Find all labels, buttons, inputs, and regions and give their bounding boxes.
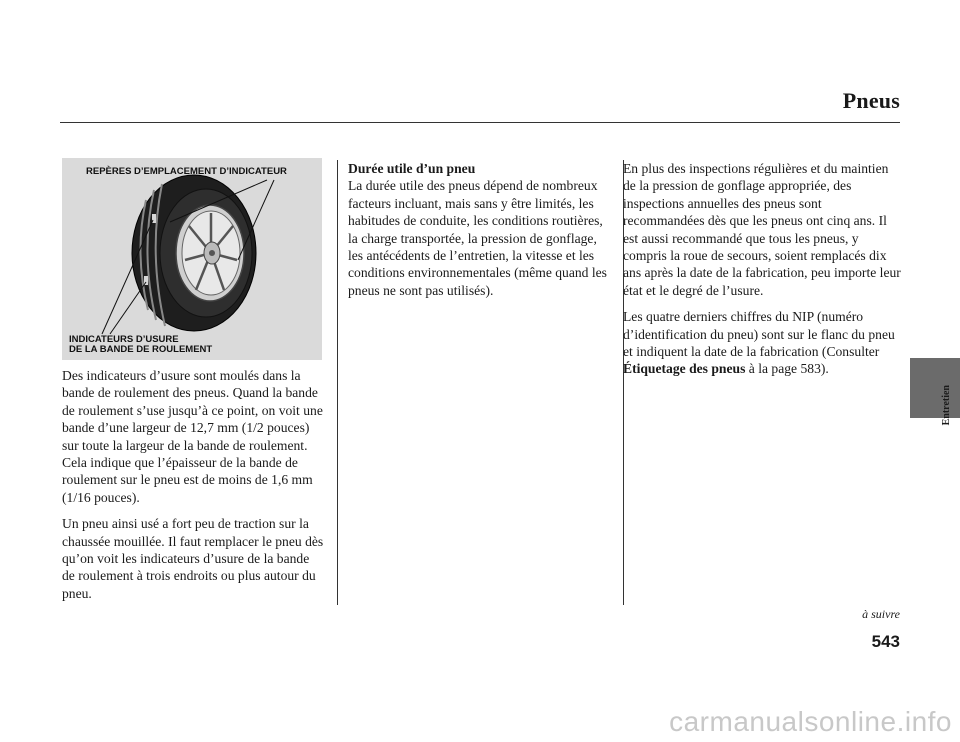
paragraph — [623, 308, 901, 378]
chapter-tab — [910, 358, 960, 418]
wear-indicator-label-line2: DE LA BANDE DE ROULEMENT — [69, 344, 213, 355]
paragraph-text: La durée utile des pneus dépend de nombreux facteurs incluant, mais sans y être limités, les habitudes de conduite, les conditions routières, la charge transportée, la pression de gonflage, les antécédents de l’entretien, la vitesse et les conditions environnementales (même quand les pneus ne sont pas utilisés). — [348, 178, 607, 298]
paragraph: Des indicateurs d’usure sont moulés dans la bande de roulement des pneus. Quand la bande de roulement s’use jusqu’à ce point, on voit une bande d’une largeur de 12,7 mm (1/2 pouces) sur toute la largeur de la bande de roulement. Cela indique que l’épaisseur de la bande de roulement sur le pneu est de moins de 1,6 mm (1/16 pouces). — [62, 368, 323, 505]
column-3 — [623, 160, 901, 387]
wheel-hub-center — [209, 250, 215, 256]
column-1 — [62, 367, 325, 611]
indicator-location-label: REPÈRES D’EMPLACEMENT D’INDICATEUR — [86, 166, 287, 177]
paragraph: En plus des inspections régulières et du maintien de la pression de gonflage appropriée, des inspections annuelles des pneus sont recommandées dès que les pneus ont cinq ans. Il est aussi recommandé que tous les pneus, y compris la roue de secours, soient remplacés dix ans après la date de la fabrication, peu importe leur état et le degré de l’usure. — [623, 161, 901, 298]
tire-illustration — [62, 158, 322, 360]
paragraph-text: à la page 583). — [745, 361, 829, 377]
continued-note: à suivre — [862, 607, 900, 621]
wear-indicator-label-line1: INDICATEURS D’USURE — [69, 334, 179, 345]
cross-reference-link[interactable]: Étiquetage des pneus — [623, 361, 746, 377]
column-divider — [337, 160, 338, 605]
paragraph: Un pneu ainsi usé a fort peu de traction sur la chaussée mouillée. Il faut remplacer le pneu dès qu’on voit les indicateurs d’usure de la bande de roulement à trois endroits ou plus autour du pneu. — [62, 516, 324, 601]
section-title: Pneus — [842, 88, 900, 113]
chapter-label: Entretien — [941, 385, 952, 426]
column-2 — [348, 160, 614, 308]
header-rule — [60, 122, 900, 123]
subsection-heading: Durée utile d’un pneu — [348, 161, 476, 176]
page-number: 543 — [871, 632, 900, 651]
paragraph-text: Les quatre derniers chiffres du NIP (numéro d’identification du pneu) sont sur le flanc du pneu et indiquent la date de la fabrication (Consulter — [623, 309, 895, 360]
watermark: carmanualsonline.info — [669, 706, 952, 737]
tire-figure — [62, 158, 322, 360]
paragraph — [348, 160, 614, 299]
